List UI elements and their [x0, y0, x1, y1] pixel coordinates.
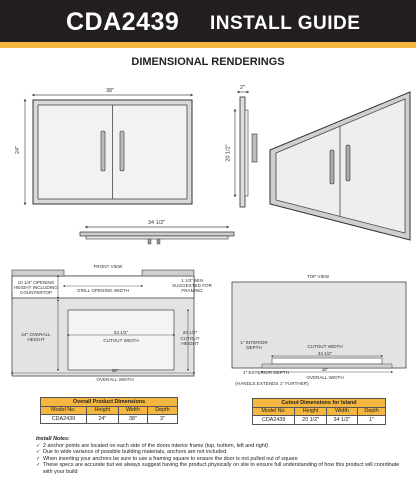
- cutout-cell-model: CDA2439: [253, 416, 295, 425]
- notes-title: Install Notes:: [36, 436, 70, 442]
- model-title: CDA2439: [66, 8, 180, 36]
- overall-width-label: OVERALL WIDTH: [96, 377, 134, 382]
- cutout-col-height: Height: [295, 407, 326, 416]
- note-item: ✓ Due to wide variance of possible building materials, anchors are not included: [36, 449, 406, 456]
- cutout-height-value: 20 1/2": [182, 330, 198, 335]
- cutout-dimensions-table: [252, 398, 386, 425]
- overall-height-label: 24" OVERALL HEIGHT: [21, 332, 51, 343]
- opening-height-label: 10 1/4" OPENING HEIGHT INCLUDING COUNTERTOP: [14, 280, 58, 296]
- install-guide-title: INSTALL GUIDE: [210, 13, 361, 34]
- front-view-drawing: [25, 95, 234, 244]
- side-depth-dim: 2": [240, 85, 246, 91]
- interior-depth-label: 1" INTERIOR DEPTH: [240, 340, 268, 351]
- note-item: ✓ 2 anchor points are located on each side of the doors interior frame (top, bottom, left and right): [36, 443, 406, 450]
- overall-dimensions-table: [40, 397, 178, 424]
- cutout-col-model: Model No.: [253, 407, 295, 416]
- front-height-dim: 24": [15, 145, 22, 155]
- front-view-title: FRONT VIEW: [93, 264, 123, 269]
- side-height-dim: 20 1/2": [225, 144, 232, 162]
- overall-cell-model: CDA2439: [41, 415, 87, 424]
- cutout-cell-depth: 1": [358, 416, 386, 425]
- cutout-table-caption: Cutout Dimensions for Island: [253, 399, 386, 408]
- min-suggested-label: 1 1/2" MIN SUGGESTED FOR FRAMING: [172, 278, 212, 294]
- cutout-height-label: CUTOUT HEIGHT: [180, 336, 200, 347]
- top-cutout-width-label: CUTOUT WIDTH: [307, 344, 343, 349]
- handle-note: (HANDLE EXTENDS 1" FURTHER): [235, 381, 309, 386]
- cutout-col-depth: Depth: [358, 407, 386, 416]
- cutout-top-drawing: [232, 282, 406, 372]
- cutout-cell-height: 20 1/2": [295, 416, 326, 425]
- side-view-drawing: [235, 92, 257, 207]
- front-width-dim: 38": [106, 88, 115, 94]
- top-overall-width-label: OVERALL WIDTH: [306, 375, 344, 380]
- top-view-title: TOP VIEW: [306, 274, 330, 279]
- overall-col-width: Width: [118, 406, 147, 415]
- install-notes: [36, 436, 406, 476]
- note-item: ✓ When inserting your anchors be sure to use a framing square to ensure the door is not pulled out of square: [36, 456, 406, 463]
- section-title: DIMENSIONAL RENDERINGS: [131, 56, 285, 68]
- overall-cell-depth: 3": [147, 415, 177, 424]
- cutout-col-width: Width: [326, 407, 357, 416]
- grill-opening-label: GRILL OPENING WIDTH: [77, 288, 129, 293]
- note-item: ✓ These specs are accurate but we always suggest having the product physically on site to ensure full understanding of how this product will coordinate with your build: [36, 462, 406, 475]
- top-overall-width-value: 38": [321, 367, 329, 372]
- overall-col-depth: Depth: [147, 406, 177, 415]
- overall-cell-width: 38": [118, 415, 147, 424]
- cutout-width-label: CUTOUT WIDTH: [103, 338, 139, 343]
- cutout-width-value: 34 1/2": [113, 330, 129, 335]
- exterior-depth-label: 1" EXTERIOR DEPTH: [243, 370, 289, 375]
- perspective-drawing: [270, 92, 410, 240]
- overall-table-caption: Overall Product Dimensions: [41, 398, 178, 407]
- overall-width-value: 38": [111, 368, 119, 373]
- top-cutout-width-value: 34 1/2": [317, 351, 333, 356]
- overall-cell-height: 24": [86, 415, 118, 424]
- bottom-depth-dim: 34 1/2": [148, 220, 166, 226]
- overall-col-height: Height: [86, 406, 118, 415]
- cutout-cell-width: 34 1/2": [326, 416, 357, 425]
- overall-col-model: Model No.: [41, 406, 87, 415]
